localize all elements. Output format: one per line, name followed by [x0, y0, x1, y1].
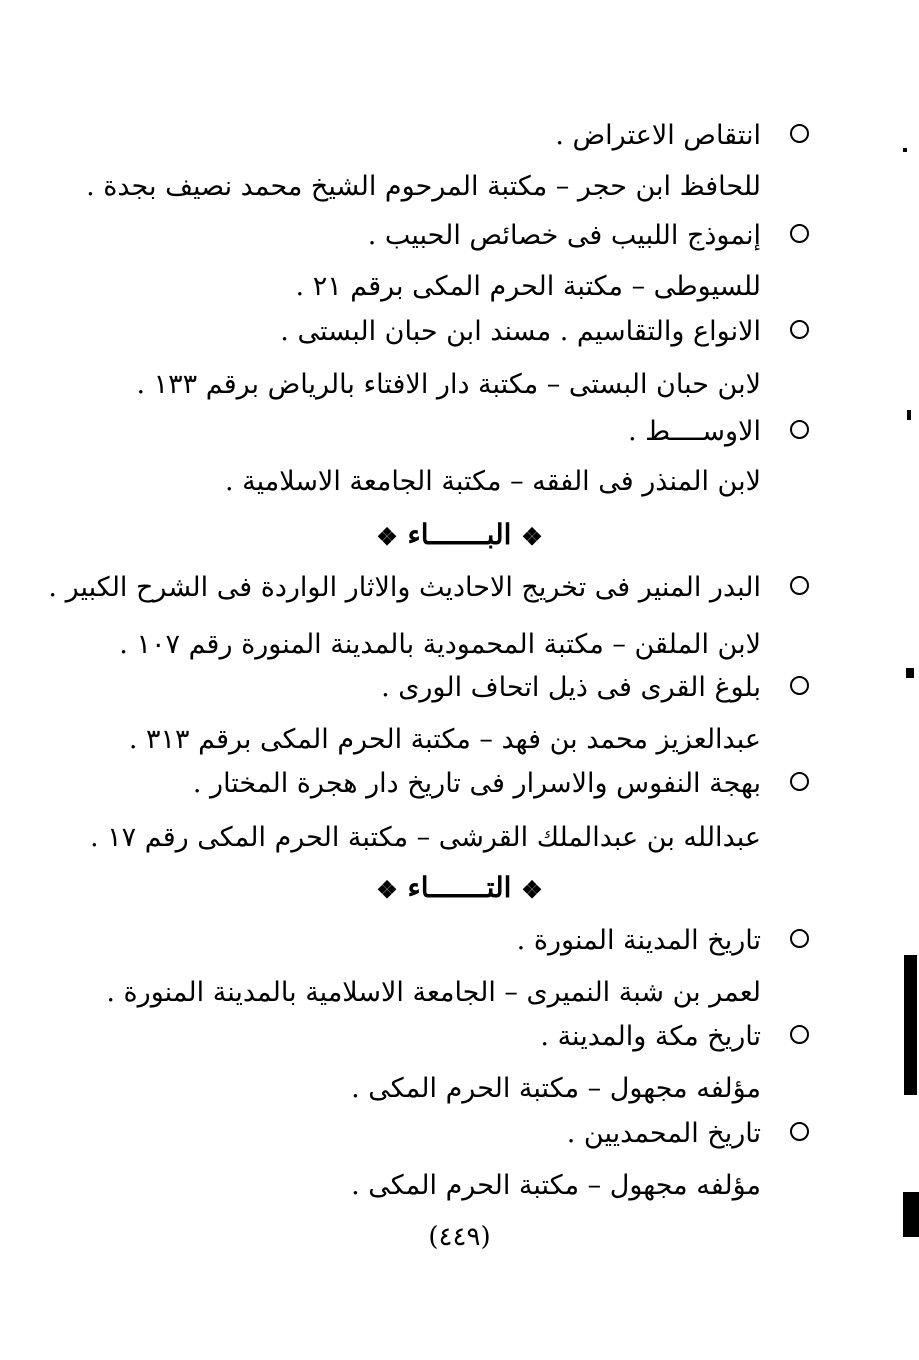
entry-title: تاريخ المحمديين .	[566, 1118, 761, 1149]
scan-speck	[906, 668, 914, 678]
scan-speck	[907, 410, 911, 420]
section-header-ta	[0, 866, 919, 910]
entry-bullet	[790, 320, 809, 339]
entry-source: مؤلفه مجهول – مكتبة الحرم المكى .	[351, 1073, 761, 1104]
ornament-icon: ❖	[376, 874, 398, 904]
entry-title: تاريخ المدينة المنورة .	[516, 925, 761, 956]
entry-source: مؤلفه مجهول – مكتبة الحرم المكى .	[351, 1170, 761, 1201]
entry-title: بهجة النفوس والاسرار فى تاريخ دار هجرة المختار .	[192, 768, 761, 799]
entry-title: الاوســــط .	[628, 416, 761, 447]
entry-source: لابن الملقن – مكتبة المحمودية بالمدينة المنورة رقم ١٠٧ .	[119, 629, 761, 660]
entry-source: عبدالله بن عبدالملك القرشى – مكتبة الحرم المكى رقم ١٧ .	[89, 822, 761, 853]
section-title: التـــــــاء	[407, 871, 512, 904]
entry-bullet	[790, 124, 809, 143]
entry-title: تاريخ مكة والمدينة .	[540, 1021, 761, 1052]
entry-source: لعمر بن شبة النميرى – الجامعة الاسلامية بالمدينة المنورة .	[106, 977, 761, 1008]
entry-title: بلوغ القرى فى ذيل اتحاف الورى .	[381, 672, 761, 703]
entry-title: البدر المنير فى تخريج الاحاديث والاثار الواردة فى الشرح الكبير .	[48, 572, 761, 603]
section-title: البـــــــاء	[407, 518, 512, 551]
entry-bullet	[790, 224, 809, 243]
ornament-icon: ❖	[376, 521, 398, 551]
entry-title: الانواع والتقاسيم . مسند ابن حبان البستى .	[280, 316, 761, 347]
entry-bullet	[790, 1122, 809, 1141]
scan-edge-bar	[904, 955, 917, 1095]
entry-bullet	[790, 1025, 809, 1044]
entry-source: عبدالعزيز محمد بن فهد – مكتبة الحرم المكى برقم ٣١٣ .	[128, 724, 761, 755]
section-header-ba	[0, 513, 919, 557]
entry-bullet	[790, 420, 809, 439]
ornament-icon: ❖	[521, 521, 543, 551]
entry-bullet	[790, 929, 809, 948]
entry-source: للسيوطى – مكتبة الحرم المكى برقم ٢١ .	[295, 271, 761, 302]
scan-speck	[903, 148, 907, 152]
scan-edge-bar	[903, 1192, 919, 1237]
entry-title: إنموذج اللبيب فى خصائص الحبيب .	[367, 220, 761, 251]
entry-bullet	[790, 772, 809, 791]
entry-title: انتقاص الاعتراض .	[555, 120, 761, 151]
page-number: (٤٤٩)	[428, 1222, 491, 1252]
entry-source: للحافظ ابن حجر – مكتبة المرحوم الشيخ محمد نصيف بجدة .	[86, 171, 761, 202]
entry-source: لابن المنذر فى الفقه – مكتبة الجامعة الاسلامية .	[224, 466, 761, 497]
ornament-icon: ❖	[521, 874, 543, 904]
entry-bullet	[790, 576, 809, 595]
entry-source: لابن حبان البستى – مكتبة دار الافتاء بالرياض برقم ١٣٣ .	[136, 369, 761, 400]
entry-bullet	[790, 676, 809, 695]
